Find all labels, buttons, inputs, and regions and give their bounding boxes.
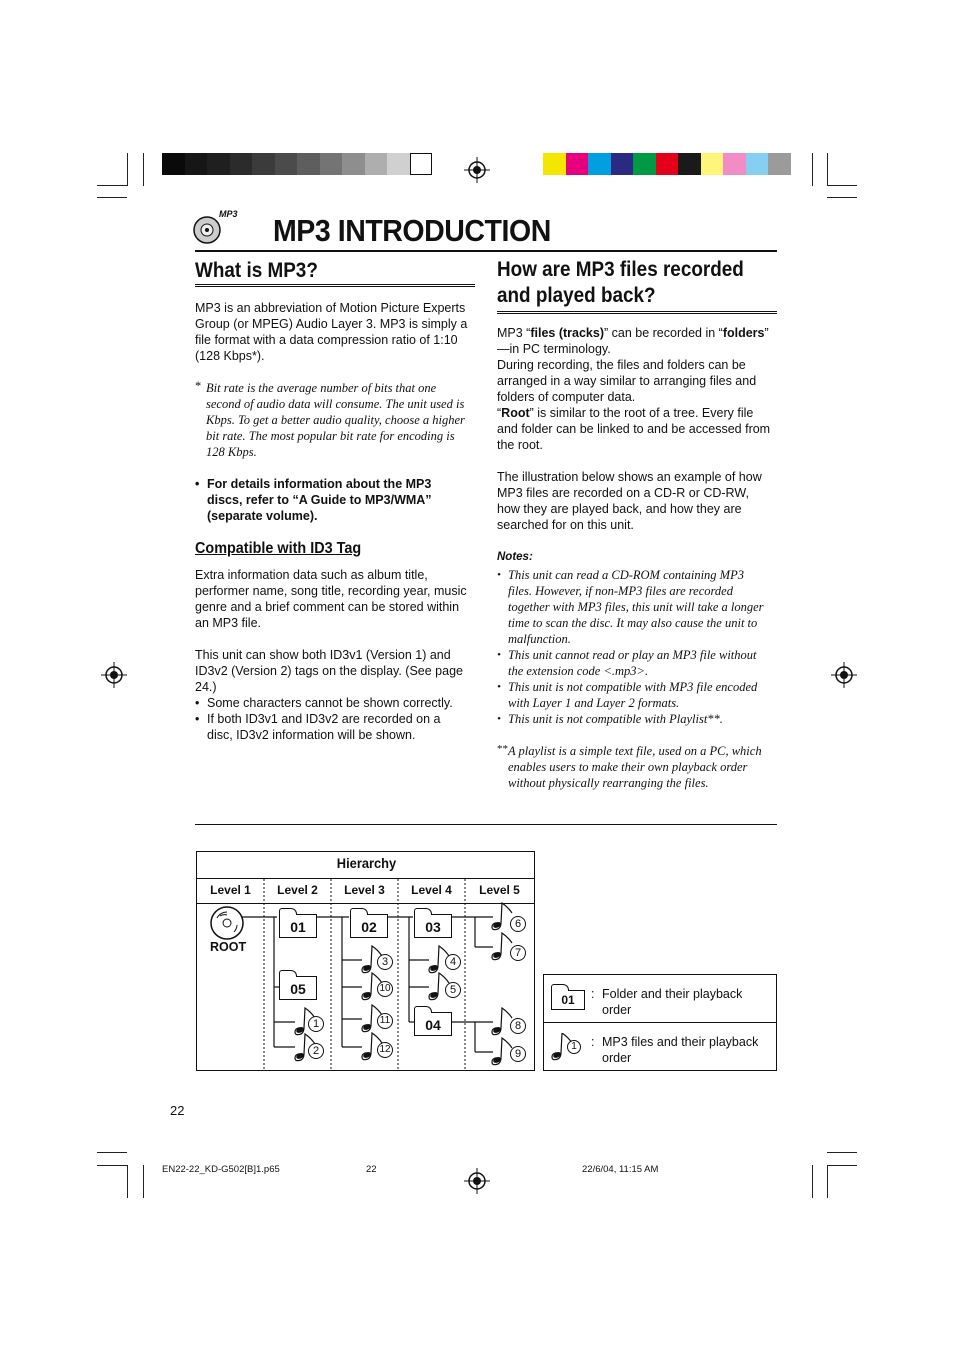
diagram-legend bbox=[543, 974, 777, 1071]
crop-mark bbox=[827, 197, 857, 198]
color-swatch bbox=[701, 153, 724, 175]
color-swatch bbox=[633, 153, 656, 175]
note-icon bbox=[492, 1008, 512, 1035]
file-order-number: 8 bbox=[510, 1018, 526, 1034]
level-header: Level 4 bbox=[411, 883, 452, 897]
folder-icon: 02 bbox=[350, 914, 388, 938]
mp3-disc-logo bbox=[193, 208, 253, 248]
color-swatch bbox=[678, 153, 701, 175]
notes-title: Notes: bbox=[497, 551, 533, 563]
color-swatch bbox=[365, 153, 388, 175]
file-order-number: 5 bbox=[445, 982, 461, 998]
crop-mark bbox=[827, 153, 828, 186]
id3-paragraph-2: This unit can show both ID3v1 (Version 1) and ID3v2 (Version 2) tags on the display. (See page 24.) bbox=[195, 648, 463, 694]
color-swatch bbox=[746, 153, 769, 175]
color-swatch bbox=[768, 153, 791, 175]
color-swatch bbox=[543, 153, 566, 175]
level-header: Level 2 bbox=[277, 883, 318, 897]
mp3-file-notes bbox=[197, 852, 536, 1072]
level-header: Level 5 bbox=[479, 883, 520, 897]
color-swatch bbox=[320, 153, 343, 175]
note-icon bbox=[492, 1038, 512, 1065]
crop-mark bbox=[97, 185, 127, 186]
heading-rule bbox=[497, 311, 777, 314]
crop-mark bbox=[812, 1165, 813, 1198]
hierarchy-title: Hierarchy bbox=[336, 855, 397, 871]
color-swatch bbox=[342, 153, 365, 175]
level-header: Level 3 bbox=[344, 883, 385, 897]
file-order-number: 3 bbox=[377, 954, 393, 970]
id3-paragraph-1: Extra information data such as album title, performer name, song title, recording year, music genre and a brief comment can be stored within an MP3 file. bbox=[195, 568, 467, 630]
legend-file-number: 1 bbox=[567, 1040, 581, 1054]
color-swatch bbox=[611, 153, 634, 175]
footer-page: 22 bbox=[366, 1164, 377, 1175]
crop-mark bbox=[143, 153, 144, 186]
color-swatch bbox=[230, 153, 253, 175]
color-swatch bbox=[723, 153, 746, 175]
folder-icon: 05 bbox=[279, 976, 317, 1000]
heading-how-recorded: How are MP3 files recorded and played back? bbox=[497, 258, 744, 307]
crop-mark bbox=[127, 1165, 128, 1198]
page-title: MP3 INTRODUCTION bbox=[273, 213, 551, 248]
file-order-number: 2 bbox=[308, 1043, 324, 1059]
color-swatch bbox=[185, 153, 208, 175]
color-swatch bbox=[207, 153, 230, 175]
crop-mark bbox=[827, 185, 857, 186]
crop-mark bbox=[812, 153, 813, 186]
crop-mark bbox=[97, 197, 127, 198]
heading-id3: Compatible with ID3 Tag bbox=[195, 540, 362, 557]
file-order-number: 6 bbox=[510, 916, 526, 932]
crop-mark bbox=[97, 1165, 127, 1166]
registration-target-bottom bbox=[462, 1166, 492, 1196]
intro-paragraph: MP3 is an abbreviation of Motion Picture Experts Group (or MPEG) Audio Layer 3. MP3 is simply a file format with a data compression ratio of 1:10 (128 Kbps*). bbox=[195, 301, 468, 363]
folder-icon: 03 bbox=[414, 914, 452, 938]
file-order-number: 1 bbox=[308, 1016, 324, 1032]
heading-rule bbox=[195, 284, 475, 287]
crop-mark bbox=[127, 153, 128, 186]
file-order-number: 9 bbox=[510, 1046, 526, 1062]
crop-mark bbox=[97, 1152, 127, 1153]
note-icon bbox=[492, 903, 512, 930]
logo-label: MP3 bbox=[219, 209, 238, 219]
crop-mark bbox=[827, 1165, 828, 1198]
footer-date: 22/6/04, 11:15 AM bbox=[582, 1164, 659, 1175]
color-swatch bbox=[252, 153, 275, 175]
color-swatch bbox=[656, 153, 679, 175]
legend-separator: : bbox=[591, 987, 595, 1001]
registration-target-right bbox=[829, 660, 859, 690]
root-label: ROOT bbox=[210, 940, 247, 954]
hierarchy-diagram bbox=[196, 851, 535, 1071]
crop-mark bbox=[827, 1165, 857, 1166]
file-order-number: 4 bbox=[445, 954, 461, 970]
file-order-number: 10 bbox=[377, 981, 393, 997]
grayscale-calibration-bar bbox=[162, 153, 432, 175]
color-swatch bbox=[588, 153, 611, 175]
registration-target-left bbox=[99, 660, 129, 690]
color-swatch bbox=[566, 153, 589, 175]
color-swatch bbox=[410, 153, 433, 175]
folder-icon: 01 bbox=[279, 914, 317, 938]
playlist-mark: ** bbox=[497, 743, 508, 755]
level-header: Level 1 bbox=[210, 883, 251, 897]
color-swatch bbox=[275, 153, 298, 175]
file-order-number: 12 bbox=[377, 1042, 393, 1058]
crop-mark bbox=[143, 1165, 144, 1198]
footer-filename: EN22-22_KD-G502[B]1.p65 bbox=[162, 1164, 280, 1175]
file-order-number: 11 bbox=[377, 1013, 393, 1029]
legend-separator: : bbox=[591, 1035, 595, 1049]
page-number: 22 bbox=[170, 1103, 185, 1118]
section-divider bbox=[195, 824, 777, 825]
legend-file-text: MP3 files and their playback order bbox=[602, 1035, 759, 1065]
playlist-footnote: A playlist is a simple text file, used on a PC, which enables users to make their own playback order without physically rearranging the files. bbox=[508, 744, 762, 790]
folder-icon: 04 bbox=[414, 1012, 452, 1036]
color-calibration-bar bbox=[543, 153, 791, 175]
legend-folder-text: Folder and their playback order bbox=[602, 987, 743, 1017]
legend-folder-icon: 01 bbox=[551, 990, 585, 1010]
color-swatch bbox=[162, 153, 185, 175]
bitrate-footnote: Bit rate is the average number of bits that one second of audio data will consume. The unit used is Kbps. To get a better audio quality, choose a higher bit rate. The most popular bit rate for encoding is 128 Kbps. bbox=[206, 381, 465, 459]
note-icon bbox=[492, 933, 512, 960]
heading-what-is-mp3: What is MP3? bbox=[195, 259, 318, 282]
right-paragraph-1: MP3 “files (tracks)” can be recorded in “folders” —in PC terminology. During recording, the files and folders can be arranged in a way similar to arranging files and folders of computer data. “Root” is similar to the root of a tree. Every file and folder can be linked to and be accessed from the root. bbox=[497, 326, 771, 452]
crop-mark bbox=[827, 1152, 857, 1153]
color-swatch bbox=[297, 153, 320, 175]
title-rule bbox=[195, 250, 777, 252]
footnote-mark: * bbox=[195, 379, 202, 393]
color-swatch bbox=[387, 153, 410, 175]
file-order-number: 7 bbox=[510, 945, 526, 961]
right-paragraph-2: The illustration below shows an example of how MP3 files are recorded on a CD-R or CD-RW, how they are played back, and how they are searched for on this unit. bbox=[497, 470, 762, 532]
registration-target-top bbox=[462, 155, 492, 185]
